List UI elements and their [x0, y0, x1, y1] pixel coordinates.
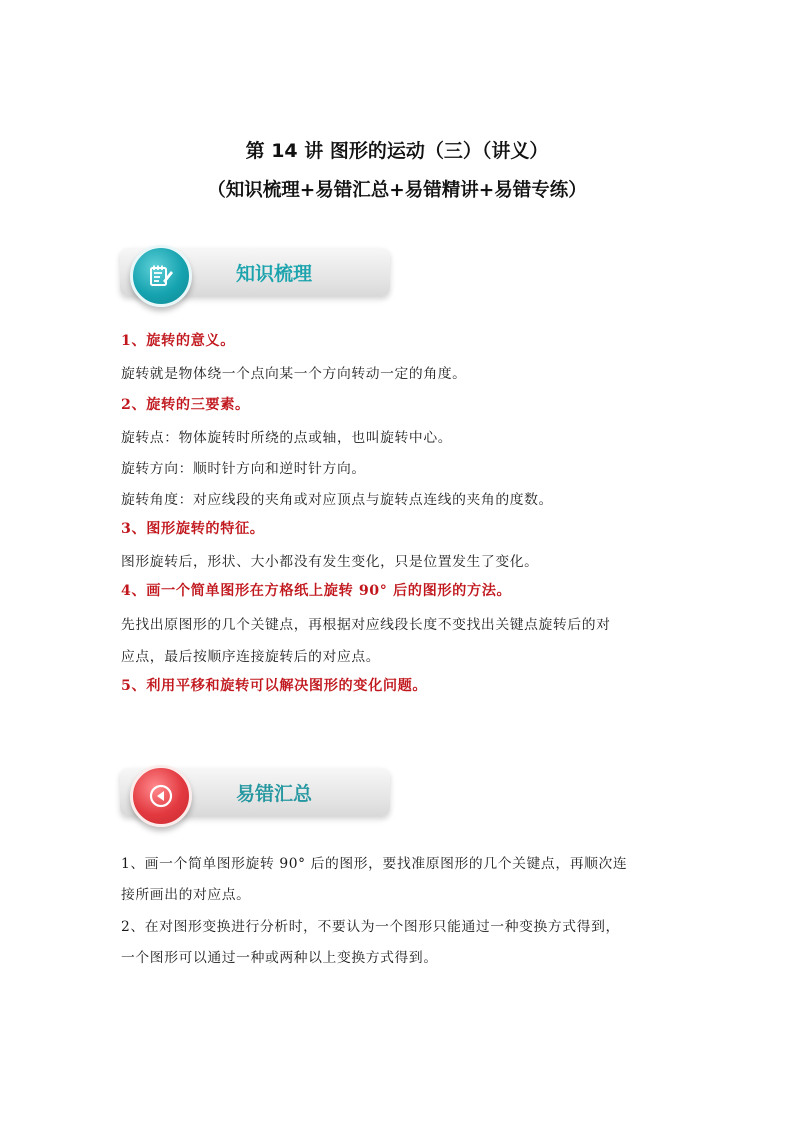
heading-rotation-meaning: 1、旋转的意义。: [121, 333, 235, 349]
paragraph-line: 旋转就是物体绕一个点向某一个方向转动一定的角度。: [121, 366, 467, 382]
section-label-knowledge: 知识梳理: [236, 263, 313, 285]
paragraph-line: 旋转方向：顺时针方向和逆时针方向。: [121, 461, 366, 477]
play-left-icon: [130, 765, 192, 827]
heading-translation-rotation: 5、利用平移和旋转可以解决图形的变化问题。: [121, 678, 428, 694]
section-banner-knowledge: [120, 248, 390, 298]
paragraph-line: 一个图形可以通过一种或两种以上变换方式得到。: [121, 950, 438, 966]
paragraph-line: 1、画一个简单图形旋转 90° 后的图形，要找准原图形的几个关键点，再顺次连: [121, 856, 628, 872]
page-subtitle: （知识梳理+易错汇总+易错精讲+易错专练）: [207, 180, 587, 201]
paragraph-line: 先找出原图形的几个关键点，再根据对应线段长度不变找出关键点旋转后的对: [121, 617, 611, 633]
heading-draw-method: 4、画一个简单图形在方格纸上旋转 90° 后的图形的方法。: [121, 583, 512, 599]
paragraph-line: 图形旋转后，形状、大小都没有发生变化，只是位置发生了变化。: [121, 554, 539, 570]
page-title: 第 14 讲 图形的运动（三）（讲义）: [245, 140, 549, 162]
paragraph-line: 接所画出的对应点。: [121, 887, 251, 903]
paragraph-line: 2、在对图形变换进行分析时，不要认为一个图形只能通过一种变换方式得到，: [121, 919, 620, 935]
heading-three-elements: 2、旋转的三要素。: [121, 397, 250, 413]
section-banner-mistakes: [120, 768, 390, 818]
notepad-pen-icon: [130, 245, 192, 307]
paragraph-line: 旋转角度：对应线段的夹角或对应顶点与旋转点连线的夹角的度数。: [121, 492, 553, 508]
paragraph-line: 应点，最后按顺序连接旋转后的对应点。: [121, 649, 381, 665]
section-label-mistakes: 易错汇总: [236, 783, 313, 805]
heading-rotation-features: 3、图形旋转的特征。: [121, 521, 265, 537]
paragraph-line: 旋转点：物体旋转时所绕的点或轴，也叫旋转中心。: [121, 430, 453, 446]
